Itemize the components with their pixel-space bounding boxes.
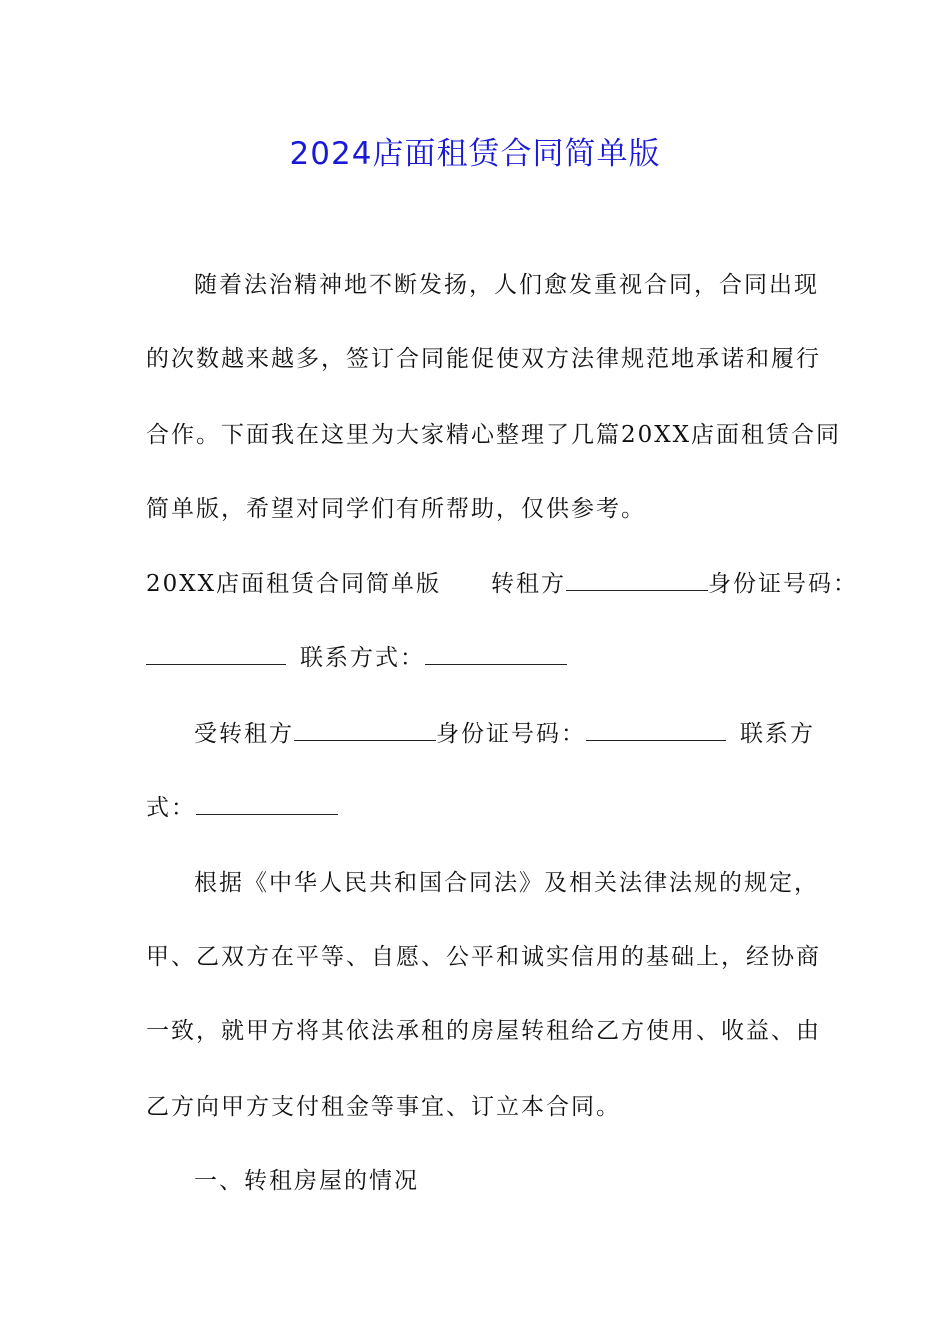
- section-1-heading: 一、转租房屋的情况: [194, 1168, 419, 1194]
- lessor-contact-line: [146, 642, 826, 673]
- lessee-contact-line: [146, 792, 826, 823]
- lessor-label: 转租方: [491, 571, 567, 597]
- intro-line-1: 随着法治精神地不断发扬，人们愈发重视合同，合同出现: [194, 272, 819, 298]
- lessor-contact-label: 联系方式：: [300, 645, 425, 671]
- basis-line-4: 乙方向甲方支付租金等事宜、订立本合同。: [146, 1094, 621, 1120]
- document-title: 2024店面租赁合同简单版: [289, 136, 661, 172]
- lessee-name-blank: [294, 718, 436, 741]
- lessor-id-label: 身份证号码：: [708, 571, 859, 597]
- lessee-label: 受转租方: [194, 721, 294, 747]
- lessee-contact-label-part1: 联系方: [740, 721, 815, 747]
- lessee-contact-label-part2: 式：: [146, 795, 196, 821]
- intro-line-3: 合作。下面我在这里为大家精心整理了几篇20XX店面租赁合同: [146, 422, 842, 448]
- lessee-line: [194, 718, 874, 749]
- lessee-contact-blank: [196, 792, 338, 815]
- lessor-name-blank: [566, 568, 708, 591]
- basis-line-2: 甲、乙双方在平等、自愿、公平和诚实信用的基础上，经协商: [146, 944, 821, 970]
- intro-line-4: 简单版，希望对同学们有所帮助，仅供参考。: [146, 496, 646, 522]
- contract-subtitle: 20XX店面租赁合同简单版: [146, 571, 442, 597]
- intro-line-2: 的次数越来越多，签订合同能促使双方法律规范地承诺和履行: [146, 346, 821, 372]
- basis-line-3: 一致，就甲方将其依法承租的房屋转租给乙方使用、收益、由: [146, 1018, 821, 1044]
- lessor-id-blank: [146, 642, 286, 665]
- lessor-contact-blank: [425, 642, 567, 665]
- basis-line-1: 根据《中华人民共和国合同法》及相关法律法规的规定，: [194, 870, 819, 896]
- lessee-id-label: 身份证号码：: [436, 721, 586, 747]
- lessee-id-blank: [586, 718, 726, 741]
- lessor-line: [146, 568, 859, 599]
